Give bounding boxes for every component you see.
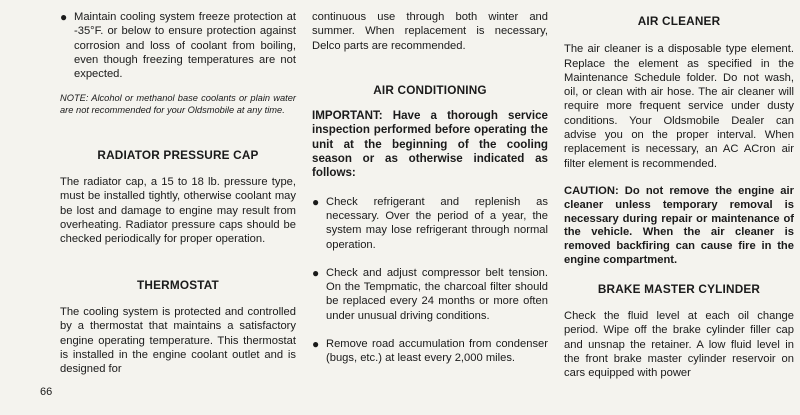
- bullet-dot-icon: ●: [60, 10, 68, 24]
- ac-bullet-text-1: Check refrigerant and replenish as necessary. Over the period of a year, the system may lose refrigerant through normal operation.: [326, 195, 548, 251]
- bullet-dot-icon: ●: [312, 265, 320, 280]
- ac-bullet-2: [312, 266, 548, 323]
- middle-column: [312, 10, 548, 366]
- brake-text: Check the fluid level at each oil change period. Wipe off the brake cylinder filler cap and unsnap the retainer. A low fluid level in the front brake master cylinder reservoir on cars equipped with power: [564, 310, 794, 380]
- freeze-protection-bullet: [60, 10, 296, 81]
- air-conditioning-heading: AIR CONDITIONING: [373, 82, 487, 97]
- right-column: [564, 10, 794, 381]
- ac-bullet-text-3: Remove road accumulation from condenser (bugs, etc.) at least every 2,000 miles.: [326, 338, 548, 365]
- caution-notice: CAUTION: Do not remove the engine air cleaner unless temporary removal is necessary during repair or maintenance of the vehicle. When the air cleaner is removed backfiring can cause fire in the engine compartment.: [564, 184, 794, 266]
- coolant-note: NOTE: Alcohol or methanol base coolants or plain water are not recommended for your Oldsmobile at any time.: [60, 93, 296, 115]
- brake-master-cylinder-heading: BRAKE MASTER CYLINDER: [597, 281, 761, 296]
- air-cleaner-heading: AIR CLEANER: [637, 14, 721, 28]
- air-cleaner-text: The air cleaner is a disposable type element. Replace the element as specified in the Maintenance Schedule folder. Do not wash, oil, or clean with air hose. The air cleaner will require more frequent service under dusty conditions. Your Oldsmobile Dealer can advise you on the proper interval. When replacement is necessary, an AC ACron air filter element is recommended.: [564, 43, 794, 170]
- ac-bullet-text-2: Check and adjust compressor belt tension. On the Tempmatic, the charcoal filter should be replaced every 24 months or more often under unusual driving conditions.: [326, 266, 548, 322]
- radiator-text: The radiator cap, a 15 to 18 lb. pressure type, must be installed tightly, otherwise coolant may be lost and damage to engine may result from overheating. Radiator pressure caps should be checked periodically for proper operation.: [60, 176, 296, 246]
- important-notice: IMPORTANT: Have a thorough service inspection performed before operating the unit at the beginning of the cooling season or as otherwise indicated as follows:: [312, 109, 548, 180]
- radiator-heading: RADIATOR PRESSURE CAP: [97, 147, 259, 162]
- cooling-continued-text: continuous use through both winter and summer. When replacement is necessary, Delco parts are recommended.: [312, 11, 548, 52]
- freeze-protection-text: Maintain cooling system freeze protection at -35°F. or below to ensure protection against corrosion and loss of coolant from boiling, even though freezing temperatures are not expected.: [74, 11, 296, 81]
- bullet-dot-icon: ●: [312, 194, 320, 209]
- page-number: 66: [40, 386, 53, 398]
- ac-bullet-1: [312, 195, 548, 252]
- ac-bullet-3: [312, 337, 548, 366]
- thermostat-heading: THERMOSTAT: [137, 277, 219, 292]
- bullet-dot-icon: ●: [312, 337, 320, 352]
- thermostat-text: The cooling system is protected and controlled by a thermostat that maintains a satisfactory engine operating temperature. This thermostat is installed in the engine coolant outlet and is designed for: [60, 305, 296, 376]
- left-column: [60, 10, 296, 376]
